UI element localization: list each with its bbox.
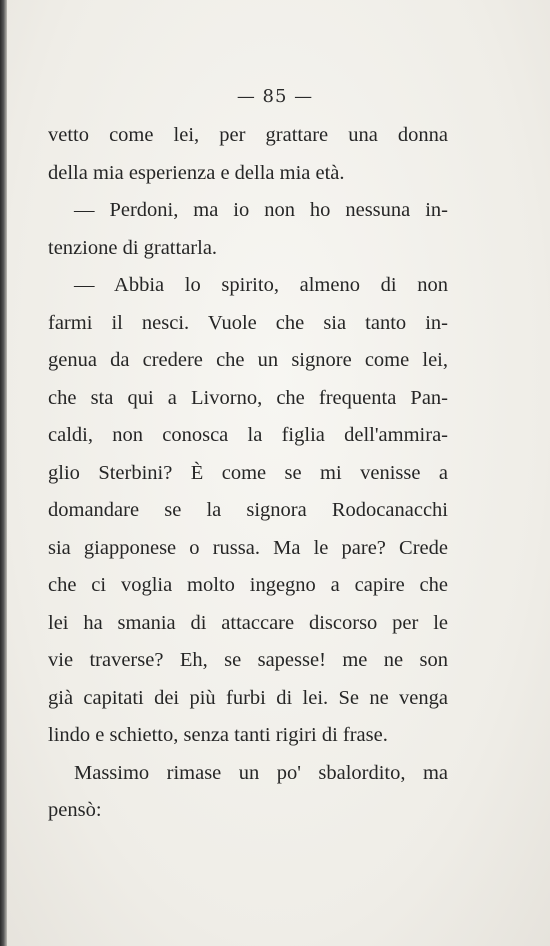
text-line: vetto come lei, per grattare una donna (48, 124, 448, 146)
text-line: domandare se la signora Rodocanacchi (48, 499, 448, 521)
text-line: che sta qui a Livorno, che frequenta Pan- (48, 386, 448, 409)
text-line: già capitati dei più furbi di lei. Se ne venga (48, 686, 448, 709)
body-text (48, 117, 448, 830)
page-spine-edge (0, 0, 7, 946)
text-line: tenzione di grattarla. (48, 236, 218, 259)
text-line: farmi il nesci. Vuole che sia tanto in- (48, 311, 448, 334)
text-line: — Abbia lo spirito, almeno di non (74, 274, 448, 296)
text-line: Massimo rimase un po' sbalordito, ma (74, 761, 448, 784)
text-line: sia giapponese o russa. Ma le pare? Crede (48, 536, 448, 559)
page-number: — 85 — (236, 86, 314, 107)
text-line: lindo e schietto, senza tanti rigiri di frase. (48, 724, 388, 746)
text-line: della mia esperienza e della mia età. (48, 161, 345, 184)
text-line: che ci voglia molto ingegno a capire che (48, 574, 448, 596)
text-line: glio Sterbini? È come se mi venisse a (48, 461, 448, 484)
text-line: lei ha smania di attaccare discorso per le (48, 611, 448, 634)
text-line: — Perdoni, ma io non ho nessuna in- (74, 199, 448, 221)
text-line: caldi, non conosca la figlia dell'ammira- (48, 424, 448, 446)
text-line: pensò: (48, 799, 102, 821)
text-line: genua da credere che un signore come lei, (48, 349, 448, 371)
text-line: vie traverse? Eh, se sapesse! me ne son (48, 649, 448, 671)
